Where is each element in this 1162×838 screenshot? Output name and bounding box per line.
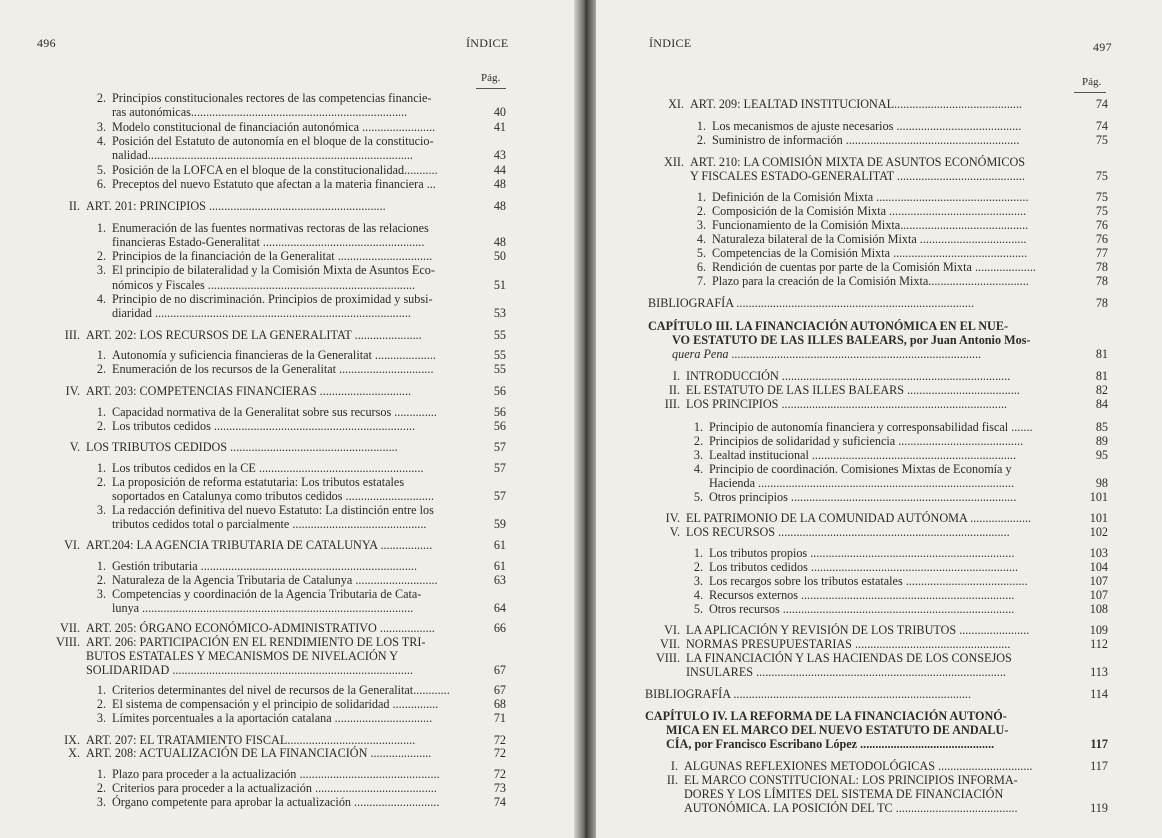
entry-title: INTRODUCCIÓN ........................................................................... xyxy=(686,369,1011,383)
entry-number: XI. xyxy=(668,97,684,111)
entry-page: 84 xyxy=(1095,397,1108,411)
entry-page: 40 xyxy=(493,105,506,119)
entry-page: 75 xyxy=(1095,190,1108,204)
entry-number: 2. xyxy=(96,362,106,376)
entry-page: 101 xyxy=(1089,511,1108,525)
entry-title: Posición de la LOFCA en el bloque de la constitucionalidad........... xyxy=(112,163,438,177)
entry-title: Principios constitucionales rectores de las competencias financie- xyxy=(112,91,432,105)
entry-title: lunya ......................................................................................... xyxy=(112,601,414,615)
page-header: ÍNDICE xyxy=(466,36,509,50)
entry-number: 3. xyxy=(96,263,106,277)
entry-page: 112 xyxy=(1090,637,1108,651)
entry-page: 51 xyxy=(493,278,506,292)
entry-page: 50 xyxy=(493,249,506,263)
entry-page: 101 xyxy=(1089,490,1108,504)
entry-title: ART. 205: ÓRGANO ECONÓMICO-ADMINISTRATIVO .................. xyxy=(86,621,435,635)
entry-number: 7. xyxy=(696,274,706,288)
entry-title: Y FISCALES ESTADO-GENERALITAT .......................................... xyxy=(690,169,1025,183)
entry-title: BIBLIOGRAFÍA .............................................................................. xyxy=(648,296,975,310)
entry-title: ALGUNAS REFLEXIONES METODOLÓGICAS ............................... xyxy=(684,759,1033,773)
entry-page: 57 xyxy=(493,461,506,475)
entry-page: 43 xyxy=(493,148,506,162)
entry-title: Criterios para proceder a la actualización ........................................ xyxy=(112,781,437,795)
entry-number: 1. xyxy=(96,683,106,697)
entry-title: Enumeración de los recursos de la Generalitat ............................... xyxy=(112,362,434,376)
entry-title: Modelo constitucional de financiación autonómica ........................ xyxy=(112,120,436,134)
entry-page: 113 xyxy=(1090,665,1108,679)
entry-title: Lealtad institucional ................................................................... xyxy=(709,448,1017,462)
entry-page: 67 xyxy=(493,683,506,697)
entry-title: tributos cedidos total o parcialmente ............................................ xyxy=(112,517,427,531)
entry-title: ART. 201: PRINCIPIOS .......................................................... xyxy=(86,199,386,213)
entry-page: 77 xyxy=(1095,246,1108,260)
entry-page: 117 xyxy=(1090,759,1108,773)
entry-page: 67 xyxy=(493,663,506,677)
book-gutter xyxy=(574,0,596,838)
entry-page: 64 xyxy=(493,601,506,615)
entry-number: VII. xyxy=(660,637,680,651)
entry-page: 71 xyxy=(493,711,506,725)
entry-number: 6. xyxy=(96,177,106,191)
entry-page: 56 xyxy=(493,384,506,398)
entry-title: MICA EN EL MARCO DEL NUEVO ESTATUTO DE ANDALU- xyxy=(666,723,1009,737)
entry-number: 5. xyxy=(693,490,703,504)
entry-title: SOLIDARIDAD ............................................................................... xyxy=(86,663,414,677)
entry-title: Autonomía y suficiencia financieras de la Generalitat .................... xyxy=(112,348,436,362)
entry-title: Posición del Estatuto de autonomía en el bloque de la constitucio- xyxy=(112,134,434,148)
entry-title: Principio de autonomía financiera y corresponsabilidad fiscal ....... xyxy=(709,420,1033,434)
entry-number: 3. xyxy=(96,587,106,601)
entry-number: IX. xyxy=(64,733,80,747)
entry-number: 4. xyxy=(96,134,106,148)
entry-title: Los recargos sobre los tributos estatales ........................................ xyxy=(709,574,1028,588)
entry-title: Criterios determinantes del nivel de recursos de la Generalitat............ xyxy=(112,683,450,697)
entry-number: II. xyxy=(666,773,678,787)
entry-title: ART. 206: PARTICIPACIÓN EN EL RENDIMIENTO DE LOS TRI- xyxy=(86,635,426,649)
entry-page: 108 xyxy=(1089,602,1108,616)
entry-number: X. xyxy=(68,746,80,760)
entry-page: 73 xyxy=(493,781,506,795)
entry-title: Hacienda .................................................................................... xyxy=(709,476,1014,490)
entry-page: 55 xyxy=(493,348,506,362)
page-number: 497 xyxy=(1093,40,1112,54)
entry-title: Naturaleza bilateral de la Comisión Mixta ................................... xyxy=(712,232,1027,246)
entry-page: 72 xyxy=(493,767,506,781)
entry-title: El sistema de compensación y el principio de solidaridad ............... xyxy=(112,697,439,711)
entry-title: Límites porcentuales a la aportación catalana ................................ xyxy=(112,711,433,725)
entry-title: CAPÍTULO III. LA FINANCIACIÓN AUTONÓMICA EN EL NUE- xyxy=(648,319,1009,333)
entry-page: 114 xyxy=(1090,687,1108,701)
entry-title: CAPÍTULO IV. LA REFORMA DE LA FINANCIACIÓN AUTONÓ- xyxy=(645,709,1007,723)
entry-page: 44 xyxy=(493,163,506,177)
entry-page: 76 xyxy=(1095,218,1108,232)
entry-number: 2. xyxy=(96,697,106,711)
entry-title: LOS RECURSOS ............................................................................ xyxy=(686,525,1010,539)
entry-number: 3. xyxy=(696,218,706,232)
entry-page: 95 xyxy=(1095,448,1108,462)
entry-title: ras autonómicas....................................................................... xyxy=(112,105,408,119)
entry-title: AUTONÓMICA. LA POSICIÓN DEL TC ........................................ xyxy=(684,801,1018,815)
entry-page: 102 xyxy=(1089,525,1108,539)
entry-page: 78 xyxy=(1095,260,1108,274)
entry-title: Recursos externos ...................................................................... xyxy=(709,588,1015,602)
entry-title: ART. 207: EL TRATAMIENTO FISCAL.......................................... xyxy=(86,733,416,747)
entry-page: 56 xyxy=(493,419,506,433)
entry-page: 66 xyxy=(493,621,506,635)
entry-number: 3. xyxy=(693,574,703,588)
entry-title: Otros recursos ............................................................................ xyxy=(709,602,1015,616)
entry-page: 68 xyxy=(493,697,506,711)
entry-title: El principio de bilateralidad y la Comisión Mixta de Asuntos Eco- xyxy=(112,263,435,277)
entry-page: 107 xyxy=(1089,588,1108,602)
entry-number: 2. xyxy=(96,475,106,489)
entry-title: Gestión tributaria ....................................................................... xyxy=(112,559,418,573)
entry-title: Principios de solidaridad y suficiencia ......................................... xyxy=(709,434,1024,448)
entry-page: 75 xyxy=(1095,133,1108,147)
entry-title: Los tributos propios ................................................................... xyxy=(709,546,1015,560)
entry-title: NORMAS PRESUPUESTARIAS ................................................... xyxy=(686,637,1011,651)
entry-page: 78 xyxy=(1095,296,1108,310)
entry-title: Plazo para proceder a la actualización .............................................. xyxy=(112,767,440,781)
pag-underline xyxy=(476,88,506,89)
pag-underline xyxy=(1074,92,1106,93)
entry-page: 56 xyxy=(493,405,506,419)
entry-number: 2. xyxy=(696,204,706,218)
entry-number: 4. xyxy=(96,292,106,306)
pag-label: Pág. xyxy=(481,72,501,84)
entry-number: 1. xyxy=(96,221,106,235)
entry-page: 48 xyxy=(493,199,506,213)
entry-page: 57 xyxy=(493,489,506,503)
entry-page: 76 xyxy=(1095,232,1108,246)
entry-number: 2. xyxy=(696,133,706,147)
entry-number: 4. xyxy=(696,232,706,246)
entry-title: EL PATRIMONIO DE LA COMUNIDAD AUTÓNOMA .................... xyxy=(686,511,1032,525)
entry-title: soportados en Catalunya como tributos cedidos ............................. xyxy=(112,489,434,503)
entry-number: 1. xyxy=(96,559,106,573)
entry-number: 2. xyxy=(693,560,703,574)
entry-number: 1. xyxy=(96,767,106,781)
page-header: ÍNDICE xyxy=(649,36,692,50)
entry-page: 41 xyxy=(493,120,506,134)
entry-page: 85 xyxy=(1095,420,1108,434)
entry-page: 48 xyxy=(493,235,506,249)
entry-page: 117 xyxy=(1090,737,1108,751)
entry-number: II. xyxy=(668,383,680,397)
entry-title: Enumeración de las fuentes normativas rectoras de las relaciones xyxy=(112,221,429,235)
entry-page: 72 xyxy=(493,733,506,747)
entry-number: 1. xyxy=(96,405,106,419)
entry-number: IV. xyxy=(665,511,680,525)
entry-title: nómicos y Fiscales .................................................................... xyxy=(112,278,415,292)
entry-title: Otros principios .......................................................................... xyxy=(709,490,1017,504)
entry-number: V. xyxy=(69,440,80,454)
entry-number: 5. xyxy=(693,602,703,616)
entry-page: 55 xyxy=(493,362,506,376)
entry-title: LOS PRINCIPIOS .......................................................................... xyxy=(686,397,1007,411)
entry-title: Suministro de información ......................................................... xyxy=(712,133,1020,147)
entry-number: 4. xyxy=(693,588,703,602)
entry-title: Los mecanismos de ajuste necesarios ......................................... xyxy=(712,119,1022,133)
entry-page: 78 xyxy=(1095,274,1108,288)
entry-page: 75 xyxy=(1095,169,1108,183)
entry-title: Los tributos cedidos en la CE ...................................................... xyxy=(112,461,424,475)
entry-title: Órgano competente para aprobar la actualización ............................ xyxy=(112,795,440,809)
entry-title: financieras Estado-Generalitat ..................................................... xyxy=(112,235,425,249)
right-page xyxy=(590,0,1162,838)
entry-title: diaridad .................................................................................... xyxy=(112,306,411,320)
entry-number: 2. xyxy=(96,781,106,795)
entry-title: Capacidad normativa de la Generalitat sobre sus recursos .............. xyxy=(112,405,437,419)
entry-title: Competencias de la Comisión Mixta ............................................ xyxy=(712,246,1028,260)
page-number: 496 xyxy=(37,36,56,50)
entry-number: V. xyxy=(669,525,680,539)
entry-number: 3. xyxy=(96,503,106,517)
entry-number: 2. xyxy=(96,573,106,587)
entry-page: 107 xyxy=(1089,574,1108,588)
entry-title: Los tributos cedidos .................................................................. xyxy=(112,419,415,433)
entry-title: CÍA, por Francisco Escribano López ............................................ xyxy=(666,737,995,751)
entry-title: ART. 208: ACTUALIZACIÓN DE LA FINANCIACIÓN .................... xyxy=(86,746,432,760)
entry-title: INSULARES .................................................................................. xyxy=(686,665,1006,679)
entry-page: 81 xyxy=(1095,369,1108,383)
entry-title: Composición de la Comisión Mixta ............................................. xyxy=(712,204,1027,218)
entry-page: 103 xyxy=(1089,546,1108,560)
entry-title: VO ESTATUTO DE LAS ILLES BALEARS, por Juan Antonio Mos- xyxy=(672,333,1031,347)
entry-page: 72 xyxy=(493,746,506,760)
entry-title: ART.204: LA AGENCIA TRIBUTARIA DE CATALUNYA ................. xyxy=(86,538,433,552)
entry-number: VI. xyxy=(64,538,80,552)
entry-title: Rendición de cuentas por parte de la Comisión Mixta .................... xyxy=(712,260,1036,274)
entry-number: 3. xyxy=(693,448,703,462)
entry-title: ART. 210: LA COMISIÓN MIXTA DE ASUNTOS ECONÓMICOS xyxy=(690,155,1026,169)
entry-title: ART. 209: LEALTAD INSTITUCIONAL.......................................... xyxy=(690,97,1023,111)
entry-title: Definición de la Comisión Mixta .................................................. xyxy=(712,190,1029,204)
entry-title: Competencias y coordinación de la Agencia Tributaria de Cata- xyxy=(112,587,422,601)
entry-number: 4. xyxy=(693,462,703,476)
entry-page: 74 xyxy=(1095,119,1108,133)
entry-page: 119 xyxy=(1090,801,1108,815)
entry-title: La redacción definitiva del nuevo Estatuto: La distinción entre los xyxy=(112,503,434,517)
entry-number: 1. xyxy=(693,420,703,434)
entry-number: 2. xyxy=(693,434,703,448)
entry-number: VII. xyxy=(60,621,80,635)
entry-title: DORES Y LOS LÍMITES DEL SISTEMA DE FINANCIACIÓN xyxy=(684,787,1004,801)
entry-number: VI. xyxy=(664,623,680,637)
entry-page: 57 xyxy=(493,440,506,454)
entry-title: EL MARCO CONSTITUCIONAL: LOS PRINCIPIOS INFORMA- xyxy=(684,773,1018,787)
entry-page: 81 xyxy=(1095,347,1108,361)
entry-title: Principio de coordinación. Comisiones Mixtas de Economía y xyxy=(709,462,1012,476)
entry-page: 61 xyxy=(493,538,506,552)
entry-number: 1. xyxy=(96,461,106,475)
entry-number: XII. xyxy=(664,155,684,169)
entry-page: 59 xyxy=(493,517,506,531)
entry-title: BUTOS ESTATALES Y MECANISMOS DE NIVELACIÓN Y xyxy=(86,649,398,663)
entry-number: VIII. xyxy=(55,635,80,649)
entry-title: La proposición de reforma estatutaria: Los tributos estatales xyxy=(112,475,405,489)
entry-page: 61 xyxy=(493,559,506,573)
entry-page: 74 xyxy=(1095,97,1108,111)
entry-number: 1. xyxy=(696,119,706,133)
entry-page: 53 xyxy=(493,306,506,320)
entry-number: 5. xyxy=(696,246,706,260)
entry-page: 75 xyxy=(1095,204,1108,218)
entry-number: II. xyxy=(68,199,80,213)
entry-page: 109 xyxy=(1089,623,1108,637)
entry-number: I. xyxy=(672,369,680,383)
entry-number: 3. xyxy=(96,711,106,725)
entry-title: Principios de la financiación de la Generalitat ............................... xyxy=(112,249,433,263)
entry-number: 6. xyxy=(696,260,706,274)
entry-number: VIII. xyxy=(655,651,680,665)
entry-title: Los tributos cedidos .................................................................... xyxy=(709,560,1019,574)
entry-page: 89 xyxy=(1095,434,1108,448)
entry-number: 1. xyxy=(96,348,106,362)
entry-number: 1. xyxy=(696,190,706,204)
entry-number: 2. xyxy=(96,91,106,105)
entry-page: 48 xyxy=(493,177,506,191)
entry-title: ART. 202: LOS RECURSOS DE LA GENERALITAT ...................... xyxy=(86,328,422,342)
entry-title: Funcionamiento de la Comisión Mixta.......................................... xyxy=(712,218,1029,232)
entry-number: 3. xyxy=(96,795,106,809)
entry-title: LA APLICACIÓN Y REVISIÓN DE LOS TRIBUTOS ....................... xyxy=(686,623,1030,637)
entry-number: 1. xyxy=(693,546,703,560)
entry-page: 74 xyxy=(493,795,506,809)
entry-title: Naturaleza de la Agencia Tributaria de Catalunya ........................... xyxy=(112,573,438,587)
entry-title: BIBLIOGRAFÍA .............................................................................. xyxy=(645,687,972,701)
entry-title: Principio de no discriminación. Principios de proximidad y subsi- xyxy=(112,292,433,306)
entry-title: Plazo para la creación de la Comisión Mixta................................. xyxy=(712,274,1029,288)
entry-title: Preceptos del nuevo Estatuto que afectan a la materia financiera ... xyxy=(112,177,436,191)
entry-page: 104 xyxy=(1089,560,1108,574)
entry-page: 55 xyxy=(493,328,506,342)
entry-number: 3. xyxy=(96,120,106,134)
entry-number: IV. xyxy=(65,384,80,398)
entry-number: 2. xyxy=(96,419,106,433)
entry-title: quera Pena .................................................................................. xyxy=(672,347,982,361)
entry-number: 5. xyxy=(96,163,106,177)
entry-title: LOS TRIBUTOS CEDIDOS ....................................................... xyxy=(86,440,398,454)
entry-number: I. xyxy=(670,759,678,773)
entry-title: LA FINANCIACIÓN Y LAS HACIENDAS DE LOS CONSEJOS xyxy=(686,651,1012,665)
entry-page: 63 xyxy=(493,573,506,587)
entry-title: EL ESTATUTO DE LAS ILLES BALEARS ..................................... xyxy=(686,383,1020,397)
pag-label: Pág. xyxy=(1082,76,1102,88)
entry-number: III. xyxy=(64,328,80,342)
entry-page: 98 xyxy=(1095,476,1108,490)
entry-number: 2. xyxy=(96,249,106,263)
entry-page: 82 xyxy=(1095,383,1108,397)
entry-title: ART. 203: COMPETENCIAS FINANCIERAS .............................. xyxy=(86,384,412,398)
entry-number: III. xyxy=(664,397,680,411)
entry-title: nalidad....................................................................................... xyxy=(112,148,413,162)
